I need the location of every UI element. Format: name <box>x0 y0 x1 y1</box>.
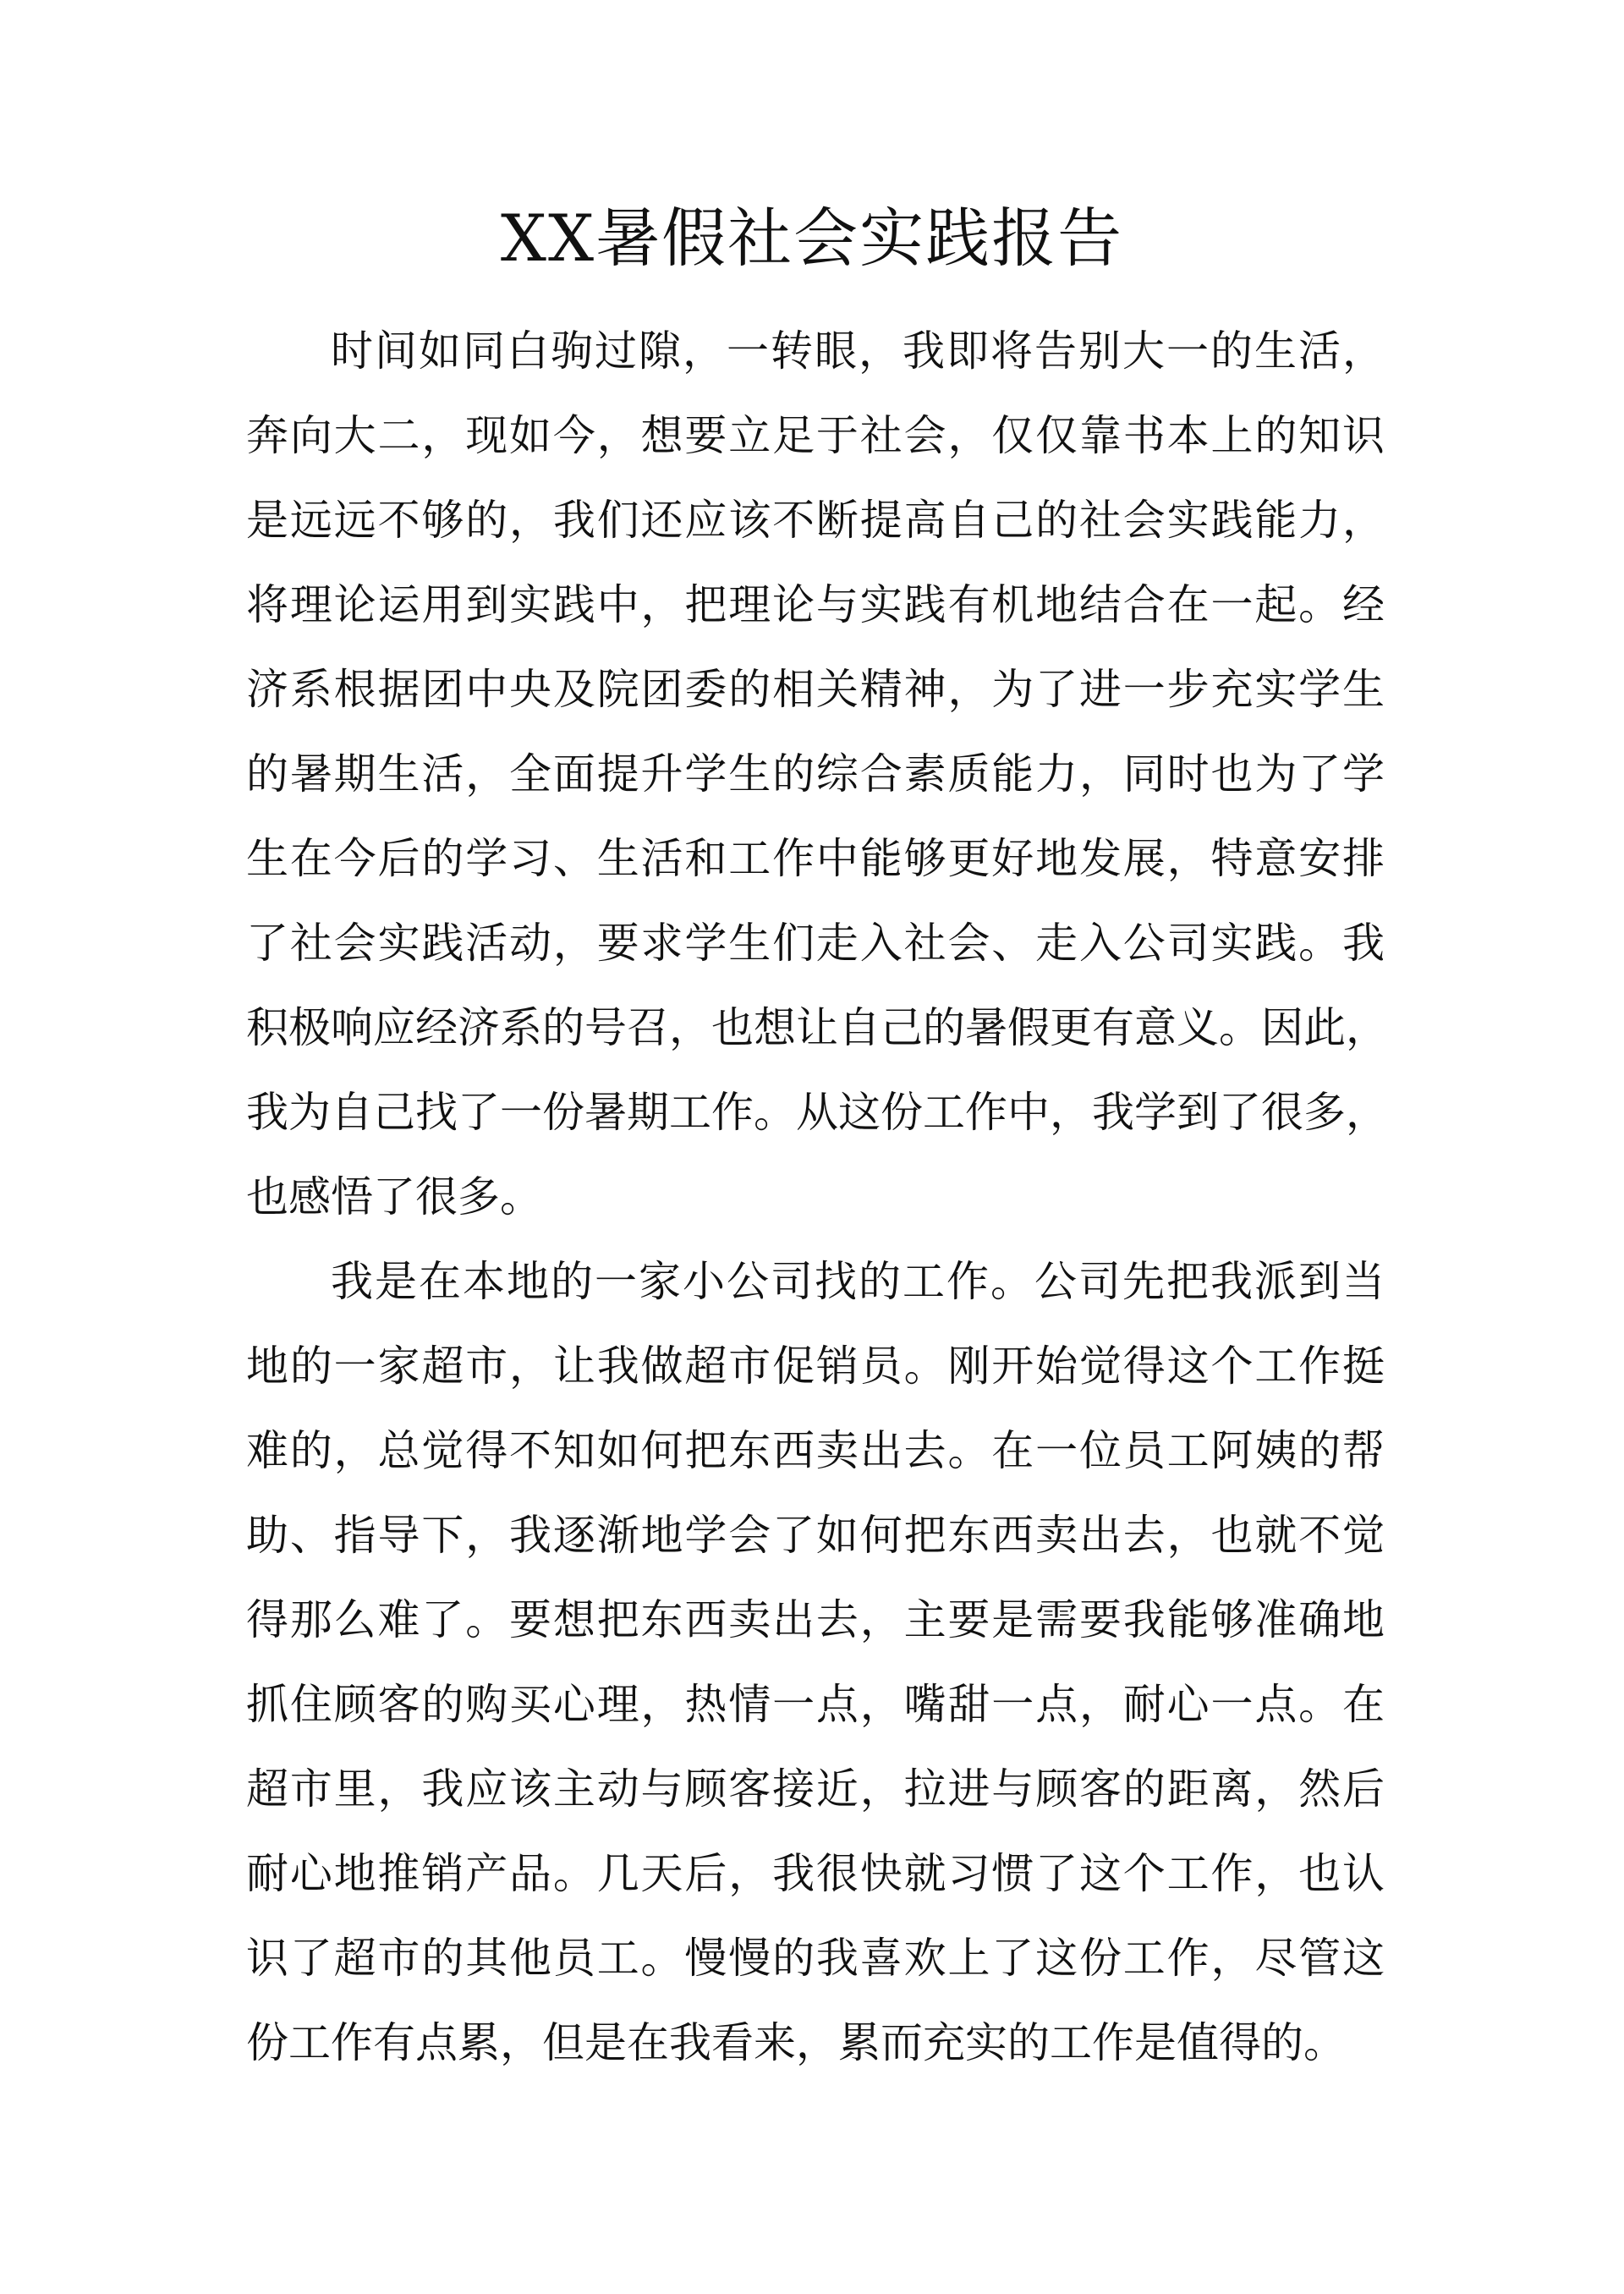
text-line: 地的一家超市，让我做超市促销员。刚开始觉得这个工作挺 <box>246 1342 1385 1391</box>
text-line: 积极响应经济系的号召，也想让自己的暑假更有意义。因此， <box>246 1003 1388 1052</box>
document-title: XX暑假社会实践报告 <box>500 200 1124 276</box>
text-line: 我是在本地的一家小公司找的工作。公司先把我派到当 <box>331 1257 1385 1306</box>
document-body <box>246 309 1388 2085</box>
paragraph-2 <box>246 1239 1385 2085</box>
text-line: 的暑期生活，全面提升学生的综合素质能力，同时也为了学 <box>246 749 1385 799</box>
text-line: 也感悟了很多。 <box>246 1172 542 1221</box>
text-line: 济系根据团中央及院团委的相关精神，为了进一步充实学生 <box>246 665 1385 714</box>
text-line: 奔向大二，现如今，想要立足于社会，仅仅靠书本上的知识 <box>246 411 1385 460</box>
text-line: 抓住顾客的购买心理，热情一点，嘴甜一点，耐心一点。在 <box>246 1680 1385 1729</box>
text-line: 识了超市的其他员工。慢慢的我喜欢上了这份工作，尽管这 <box>246 1934 1385 1983</box>
text-line: 耐心地推销产品。几天后，我很快就习惯了这个工作，也认 <box>246 1849 1385 1898</box>
text-line: 助、指导下，我逐渐地学会了如何把东西卖出去，也就不觉 <box>246 1511 1385 1560</box>
text-line: 我为自己找了一份暑期工作。从这份工作中，我学到了很多， <box>246 1088 1388 1137</box>
text-line: 将理论运用到实践中，把理论与实践有机地结合在一起。经 <box>246 580 1385 629</box>
text-line: 时间如同白驹过隙，一转眼，我即将告别大一的生活， <box>331 327 1385 376</box>
paragraph-1 <box>246 309 1388 1239</box>
text-line: 得那么难了。要想把东西卖出去，主要是需要我能够准确地 <box>246 1595 1385 1644</box>
text-line: 份工作有点累，但是在我看来，累而充实的工作是值得的。 <box>246 2018 1346 2067</box>
text-line: 超市里，我应该主动与顾客接近，拉进与顾客的距离，然后 <box>246 1764 1385 1814</box>
text-line: 难的，总觉得不知如何把东西卖出去。在一位员工阿姨的帮 <box>246 1426 1385 1475</box>
text-line: 是远远不够的，我们还应该不断提高自己的社会实践能力， <box>246 496 1385 545</box>
text-line: 了社会实践活动，要求学生们走入社会、走入公司实践。我 <box>246 919 1385 968</box>
text-line: 生在今后的学习、生活和工作中能够更好地发展，特意安排 <box>246 834 1385 883</box>
